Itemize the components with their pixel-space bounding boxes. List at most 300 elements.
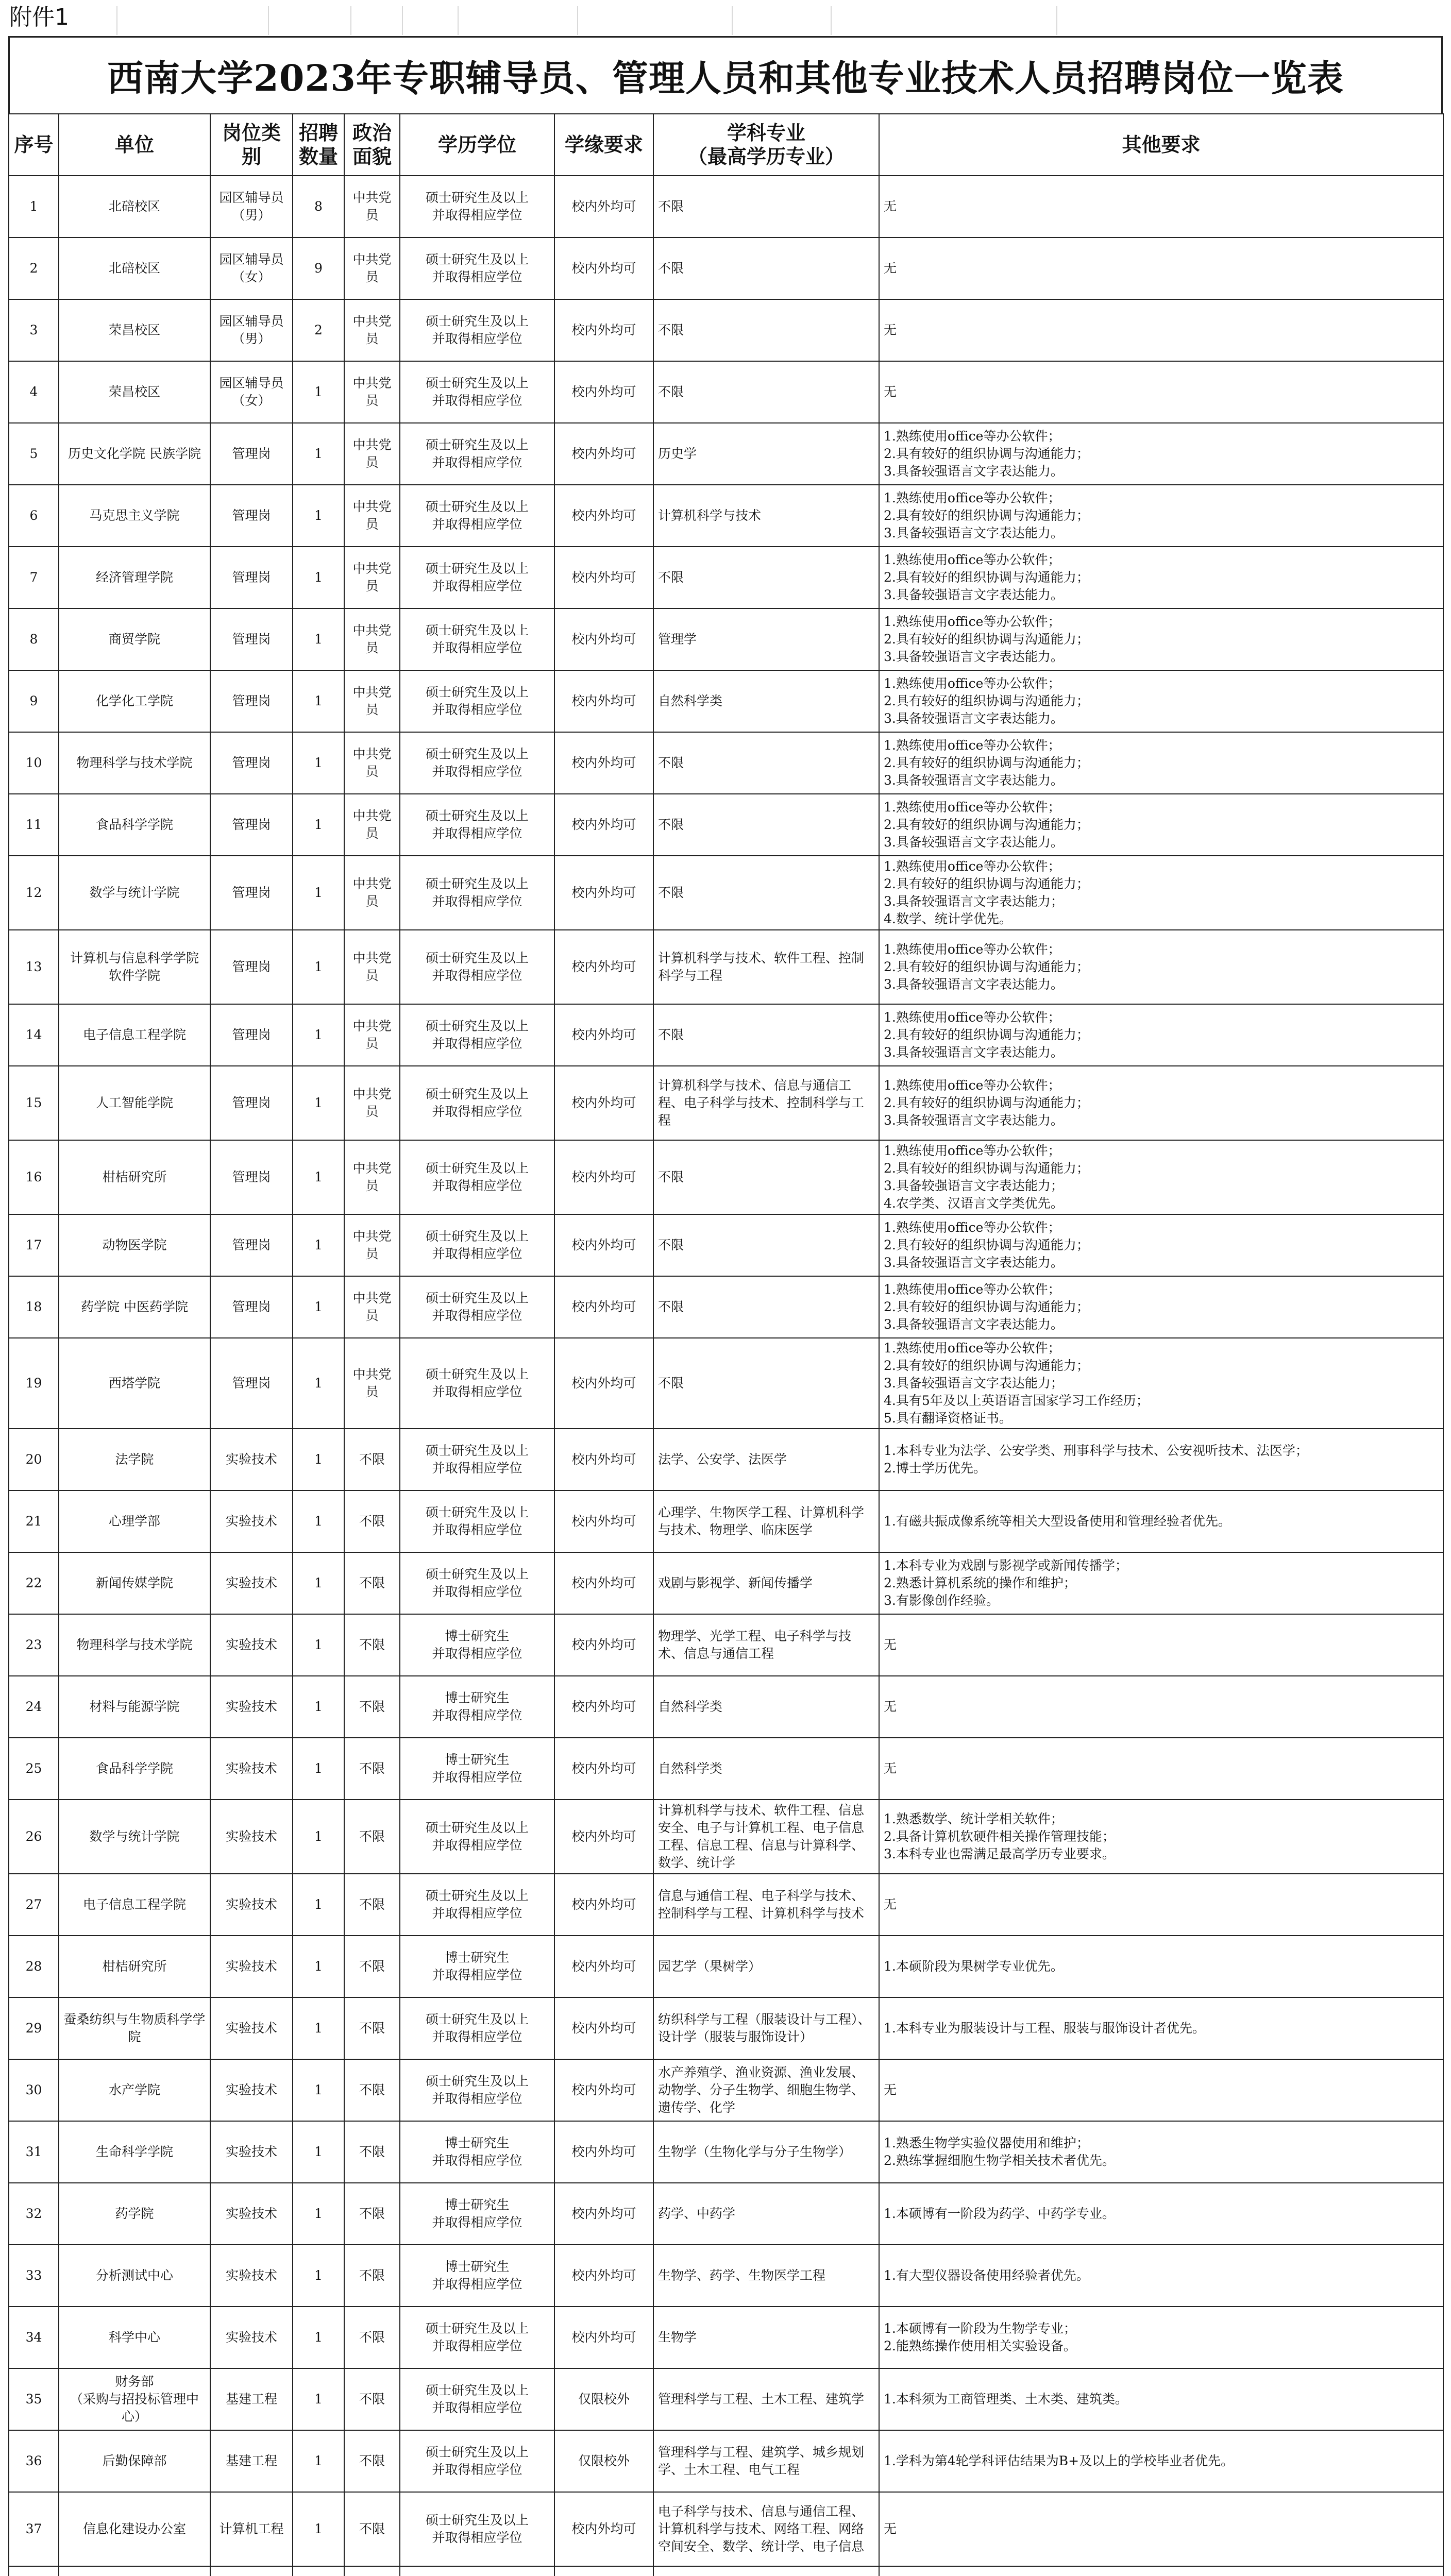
cell-type: 管理岗: [210, 608, 293, 670]
cell-unit: 信息化建设办公室: [59, 2492, 210, 2566]
cell-other: 1.熟练使用office等办公软件； 2.具有较好的组织协调与沟通能力； 3.具备较强语言文字表达能力。: [879, 423, 1443, 485]
cell-politics: 不限: [344, 2183, 400, 2245]
cell-politics: 中共党员: [344, 856, 400, 930]
table-row: [9, 1004, 1443, 1066]
cell-other: 1.有大型仪器设备使用经验者优先。: [879, 2245, 1443, 2307]
cell-unit: 心理学部: [59, 1490, 210, 1552]
table-row: [9, 423, 1443, 485]
cell-major: 不限: [653, 176, 879, 238]
cell-unit: 经济管理学院: [59, 547, 210, 608]
cell-origin: 仅限校外: [554, 2368, 653, 2430]
cell-other: 1.熟悉数学、统计学相关软件； 2.具备计算机软硬件相关操作管理技能； 3.本科专业也需满足最高学历专业要求。: [879, 1800, 1443, 1874]
cell-politics: 中共党员: [344, 423, 400, 485]
cell-unit: 食品科学学院: [59, 1738, 210, 1800]
cell-major: 不限: [653, 732, 879, 794]
cell-degree: 硕士研究生及以上 并取得相应学位: [400, 1429, 554, 1490]
cell-other: 1.学科为第4轮学科评估结果为B+及以上的学校毕业者优先。: [879, 2430, 1443, 2492]
cell-no: [9, 2566, 59, 2576]
cell-major: 生物学（生物化学与分子生物学）: [653, 2121, 879, 2183]
cell-type: 园区辅导员（女）: [210, 238, 293, 299]
cell-major: 历史学: [653, 423, 879, 485]
cell-other: 无: [879, 299, 1443, 361]
cell-degree: 硕士研究生及以上 并取得相应学位: [400, 1874, 554, 1936]
table-row: [9, 2430, 1443, 2492]
cell-origin: 校内外均可: [554, 930, 653, 1004]
cell-degree: [400, 2566, 554, 2576]
table-row: [9, 2059, 1443, 2121]
cell-no: 18: [9, 1276, 59, 1338]
cell-type: 实验技术: [210, 2245, 293, 2307]
cell-unit: 电子信息工程学院: [59, 1004, 210, 1066]
cell-degree: 硕士研究生及以上 并取得相应学位: [400, 1066, 554, 1140]
cell-origin: 校内外均可: [554, 176, 653, 238]
cell-politics: 中共党员: [344, 547, 400, 608]
cell-count: [293, 2566, 344, 2576]
cell-other: 无: [879, 2059, 1443, 2121]
cell-origin: 校内外均可: [554, 1004, 653, 1066]
header-unit: 单位: [59, 114, 210, 176]
table-row: [9, 670, 1443, 732]
cell-no: 17: [9, 1214, 59, 1276]
cell-unit: 动物医学院: [59, 1214, 210, 1276]
cell-no: 32: [9, 2183, 59, 2245]
cell-other: 1.本硕博有一阶段为生物学专业； 2.能熟练操作使用相关实验设备。: [879, 2307, 1443, 2368]
cell-politics: 不限: [344, 2430, 400, 2492]
cell-type: 管理岗: [210, 732, 293, 794]
cell-no: 13: [9, 930, 59, 1004]
cell-degree: 硕士研究生及以上 并取得相应学位: [400, 1140, 554, 1214]
cell-major: 不限: [653, 299, 879, 361]
cell-count: 1: [293, 1429, 344, 1490]
cell-other: 无: [879, 1738, 1443, 1800]
cell-politics: 不限: [344, 1552, 400, 1614]
cell-no: 2: [9, 238, 59, 299]
cell-major: 不限: [653, 1276, 879, 1338]
cell-type: 园区辅导员（女）: [210, 361, 293, 423]
cell-origin: 校内外均可: [554, 1738, 653, 1800]
cell-major: 管理科学与工程、土木工程、建筑学: [653, 2368, 879, 2430]
cell-politics: 中共党员: [344, 299, 400, 361]
cell-unit: 电子信息工程学院: [59, 1874, 210, 1936]
cell-other: 无: [879, 1614, 1443, 1676]
cell-count: 1: [293, 1874, 344, 1936]
cell-politics: 不限: [344, 2245, 400, 2307]
cell-major: 法学、公安学、法医学: [653, 1429, 879, 1490]
cell-type: 实验技术: [210, 1997, 293, 2059]
cell-unit: 柑桔研究所: [59, 1140, 210, 1214]
cell-degree: 硕士研究生及以上 并取得相应学位: [400, 2307, 554, 2368]
cell-origin: 校内外均可: [554, 238, 653, 299]
cell-major: 不限: [653, 856, 879, 930]
cell-type: 实验技术: [210, 1429, 293, 1490]
table-row: [9, 1874, 1443, 1936]
cell-politics: 中共党员: [344, 732, 400, 794]
cell-other: 1.熟练使用office等办公软件； 2.具有较好的组织协调与沟通能力； 3.具备较强语言文字表达能力。: [879, 485, 1443, 547]
cell-no: 5: [9, 423, 59, 485]
cell-politics: 中共党员: [344, 794, 400, 856]
cell-degree: 硕士研究生及以上 并取得相应学位: [400, 361, 554, 423]
cell-unit: 物理科学与技术学院: [59, 732, 210, 794]
cell-origin: 校内外均可: [554, 547, 653, 608]
cell-other: 1.有磁共振成像系统等相关大型设备使用和管理经验者优先。: [879, 1490, 1443, 1552]
cell-major: 不限: [653, 547, 879, 608]
cell-major: 信息与通信工程、电子科学与技术、控制科学与工程、计算机科学与技术: [653, 1874, 879, 1936]
table-row: [9, 361, 1443, 423]
cell-count: 1: [293, 1997, 344, 2059]
cell-no: 7: [9, 547, 59, 608]
cell-count: 1: [293, 1936, 344, 1997]
cell-origin: 校内外均可: [554, 1429, 653, 1490]
cell-origin: 校内外均可: [554, 1338, 653, 1429]
cell-origin: 校内外均可: [554, 2183, 653, 2245]
cell-type: 计算机工程: [210, 2492, 293, 2566]
cell-degree: 硕士研究生及以上 并取得相应学位: [400, 1214, 554, 1276]
cell-unit: 新闻传媒学院: [59, 1552, 210, 1614]
table-row: [9, 732, 1443, 794]
cell-origin: 校内外均可: [554, 361, 653, 423]
cell-major: 不限: [653, 1338, 879, 1429]
cell-no: 11: [9, 794, 59, 856]
cell-politics: 中共党员: [344, 1214, 400, 1276]
cell-major: 不限: [653, 1004, 879, 1066]
table-row: [9, 1214, 1443, 1276]
cell-other: 1.本科须为工商管理类、土木类、建筑类。: [879, 2368, 1443, 2430]
cell-no: 1: [9, 176, 59, 238]
cell-no: 19: [9, 1338, 59, 1429]
cell-type: [210, 2566, 293, 2576]
cell-origin: 校内外均可: [554, 1214, 653, 1276]
table-row: [9, 1552, 1443, 1614]
cell-origin: 校内外均可: [554, 2059, 653, 2121]
cell-origin: 校内外均可: [554, 1276, 653, 1338]
table-row: [9, 485, 1443, 547]
cell-politics: 不限: [344, 2059, 400, 2121]
cell-origin: 校内外均可: [554, 299, 653, 361]
cell-degree: 硕士研究生及以上 并取得相应学位: [400, 1276, 554, 1338]
cell-degree: 博士研究生 并取得相应学位: [400, 1614, 554, 1676]
table-row: [9, 2307, 1443, 2368]
cell-count: 1: [293, 608, 344, 670]
table-row: [9, 2183, 1443, 2245]
cell-count: 1: [293, 2430, 344, 2492]
cell-degree: 博士研究生 并取得相应学位: [400, 2245, 554, 2307]
cell-major: 园艺学（果树学）: [653, 1936, 879, 1997]
cell-major: 不限: [653, 238, 879, 299]
cell-other: 1.本科专业为服装设计与工程、服装与服饰设计者优先。: [879, 1997, 1443, 2059]
cell-politics: 中共党员: [344, 608, 400, 670]
cell-degree: 硕士研究生及以上 并取得相应学位: [400, 930, 554, 1004]
cell-other: 1.熟练使用office等办公软件； 2.具有较好的组织协调与沟通能力； 3.具备较强语言文字表达能力； 4.农学类、汉语言文学类优先。: [879, 1140, 1443, 1214]
cell-other: 1.熟练使用office等办公软件； 2.具有较好的组织协调与沟通能力； 3.具备较强语言文字表达能力。: [879, 794, 1443, 856]
cell-type: 园区辅导员（男）: [210, 299, 293, 361]
cell-major: 不限: [653, 1214, 879, 1276]
cell-type: 实验技术: [210, 1676, 293, 1738]
cell-unit: 水产学院: [59, 2059, 210, 2121]
cell-unit: 分析测试中心: [59, 2245, 210, 2307]
cell-politics: 中共党员: [344, 930, 400, 1004]
cell-politics: [344, 2566, 400, 2576]
header-no: 序号: [9, 114, 59, 176]
cell-count: 1: [293, 670, 344, 732]
cell-count: 1: [293, 547, 344, 608]
cell-politics: 中共党员: [344, 485, 400, 547]
header-origin: 学缘要求: [554, 114, 653, 176]
cell-degree: 硕士研究生及以上 并取得相应学位: [400, 1338, 554, 1429]
cell-degree: 硕士研究生及以上 并取得相应学位: [400, 856, 554, 930]
cell-unit: 历史文化学院 民族学院: [59, 423, 210, 485]
cell-count: 1: [293, 732, 344, 794]
cell-degree: 硕士研究生及以上 并取得相应学位: [400, 2368, 554, 2430]
header-politics: 政治 面貌: [344, 114, 400, 176]
cell-origin: 校内外均可: [554, 1800, 653, 1874]
cell-other: 无: [879, 2492, 1443, 2566]
table-row: [9, 1338, 1443, 1429]
top-gridlines: [0, 6, 1451, 35]
cell-no: 29: [9, 1997, 59, 2059]
cell-type: 管理岗: [210, 1004, 293, 1066]
cell-major: 管理科学与工程、建筑学、城乡规划学、土木工程、电气工程: [653, 2430, 879, 2492]
cell-degree: 博士研究生 并取得相应学位: [400, 2183, 554, 2245]
cell-type: 实验技术: [210, 2183, 293, 2245]
cell-origin: 校内外均可: [554, 670, 653, 732]
cell-major: 计算机科学与技术、软件工程、控制科学与工程: [653, 930, 879, 1004]
cell-politics: 中共党员: [344, 176, 400, 238]
cell-type: 实验技术: [210, 1614, 293, 1676]
cell-degree: 硕士研究生及以上 并取得相应学位: [400, 1552, 554, 1614]
cell-count: 2: [293, 299, 344, 361]
cell-degree: 硕士研究生及以上 并取得相应学位: [400, 732, 554, 794]
cell-no: 35: [9, 2368, 59, 2430]
cell-unit: 科学中心: [59, 2307, 210, 2368]
table-row: [9, 1997, 1443, 2059]
cell-degree: 硕士研究生及以上 并取得相应学位: [400, 1800, 554, 1874]
table-row: [9, 176, 1443, 238]
cell-type: 实验技术: [210, 1874, 293, 1936]
cell-count: 1: [293, 361, 344, 423]
cell-other: 1.本硕阶段为果树学专业优先。: [879, 1936, 1443, 1997]
header-type: 岗位类别: [210, 114, 293, 176]
table-row: [9, 1614, 1443, 1676]
table-row: [9, 2492, 1443, 2566]
cell-no: 37: [9, 2492, 59, 2566]
cell-politics: 中共党员: [344, 670, 400, 732]
cell-type: 园区辅导员（男）: [210, 176, 293, 238]
cell-other: 1.熟练使用office等办公软件； 2.具有较好的组织协调与沟通能力； 3.具备较强语言文字表达能力； 4.具有5年及以上英语语言国家学习工作经历； 5.具有翻译资格证书。: [879, 1338, 1443, 1429]
cell-no: 33: [9, 2245, 59, 2307]
table-row: [9, 2121, 1443, 2183]
cell-origin: 校内外均可: [554, 2307, 653, 2368]
cell-degree: 硕士研究生及以上 并取得相应学位: [400, 1004, 554, 1066]
cell-major: 计算机科学与技术、信息与通信工程、电子科学与技术、控制科学与工程: [653, 1066, 879, 1140]
header-major: 学科专业 （最高学历专业）: [653, 114, 879, 176]
cell-politics: 不限: [344, 1676, 400, 1738]
cell-origin: 校内外均可: [554, 1997, 653, 2059]
cell-origin: 仅限校外: [554, 2430, 653, 2492]
cell-type: 管理岗: [210, 1214, 293, 1276]
header-degree: 学历学位: [400, 114, 554, 176]
header-other: 其他要求: [879, 114, 1443, 176]
cell-politics: 中共党员: [344, 1140, 400, 1214]
cell-degree: 硕士研究生及以上 并取得相应学位: [400, 547, 554, 608]
page-title: 西南大学2023年专职辅导员、管理人员和其他专业技术人员招聘岗位一览表: [8, 36, 1443, 113]
cell-other: 1.熟练使用office等办公软件； 2.具有较好的组织协调与沟通能力； 3.具备较强语言文字表达能力。: [879, 1214, 1443, 1276]
cell-count: 1: [293, 2059, 344, 2121]
table-row: [9, 1066, 1443, 1140]
cell-count: 8: [293, 176, 344, 238]
cell-politics: 不限: [344, 1614, 400, 1676]
cell-count: 1: [293, 2368, 344, 2430]
cell-politics: 不限: [344, 2121, 400, 2183]
cell-degree: 博士研究生 并取得相应学位: [400, 2121, 554, 2183]
cell-politics: 不限: [344, 1997, 400, 2059]
cell-unit: 药学院: [59, 2183, 210, 2245]
cell-other: 1.熟练使用office等办公软件； 2.具有较好的组织协调与沟通能力； 3.具备较强语言文字表达能力。: [879, 547, 1443, 608]
cell-politics: 不限: [344, 2492, 400, 2566]
cell-major: 心理学、生物医学工程、计算机科学与技术、物理学、临床医学: [653, 1490, 879, 1552]
cell-type: 管理岗: [210, 1276, 293, 1338]
cell-count: 1: [293, 2492, 344, 2566]
cell-politics: 中共党员: [344, 361, 400, 423]
cell-type: 实验技术: [210, 1936, 293, 1997]
cell-degree: 硕士研究生及以上 并取得相应学位: [400, 2492, 554, 2566]
cell-type: 基建工程: [210, 2368, 293, 2430]
cell-major: 不限: [653, 1140, 879, 1214]
cell-other: 1.本科专业为戏剧与影视学或新闻传播学； 2.熟悉计算机系统的操作和维护； 3.有影像创作经验。: [879, 1552, 1443, 1614]
cell-no: 3: [9, 299, 59, 361]
cell-degree: 硕士研究生及以上 并取得相应学位: [400, 299, 554, 361]
cell-unit: 化学化工学院: [59, 670, 210, 732]
table-row: [9, 238, 1443, 299]
cell-unit: 法学院: [59, 1429, 210, 1490]
cell-origin: 校内外均可: [554, 1676, 653, 1738]
cell-politics: 中共党员: [344, 1338, 400, 1429]
header-row: [9, 114, 1443, 176]
cell-unit: 药学院 中医药学院: [59, 1276, 210, 1338]
recruitment-table: [8, 113, 1444, 2576]
cell-unit: 人工智能学院: [59, 1066, 210, 1140]
cell-degree: 博士研究生 并取得相应学位: [400, 1936, 554, 1997]
cell-count: 1: [293, 2245, 344, 2307]
cell-unit: 北碚校区: [59, 238, 210, 299]
cell-other: 1.熟练使用office等办公软件； 2.具有较好的组织协调与沟通能力； 3.具备较强语言文字表达能力。: [879, 670, 1443, 732]
cell-origin: 校内外均可: [554, 856, 653, 930]
cell-major: 不限: [653, 794, 879, 856]
cell-no: 28: [9, 1936, 59, 1997]
table-row: [9, 547, 1443, 608]
cell-politics: 不限: [344, 1490, 400, 1552]
cell-type: 管理岗: [210, 423, 293, 485]
cell-count: 1: [293, 794, 344, 856]
cell-count: 1: [293, 1276, 344, 1338]
cell-count: 1: [293, 1614, 344, 1676]
cell-type: 实验技术: [210, 2307, 293, 2368]
cell-unit: 马克思主义学院: [59, 485, 210, 547]
cell-count: 1: [293, 1066, 344, 1140]
cell-unit: 生命科学学院: [59, 2121, 210, 2183]
cell-degree: 博士研究生 并取得相应学位: [400, 1738, 554, 1800]
cell-origin: 校内外均可: [554, 2121, 653, 2183]
cell-type: 实验技术: [210, 1800, 293, 1874]
cell-politics: 不限: [344, 2307, 400, 2368]
cell-no: 23: [9, 1614, 59, 1676]
cell-unit: 计算机与信息科学学院 软件学院: [59, 930, 210, 1004]
table-row: [9, 608, 1443, 670]
table-row: [9, 2245, 1443, 2307]
cell-degree: 硕士研究生及以上 并取得相应学位: [400, 176, 554, 238]
cell-major: 电子科学与技术、信息与通信工程、计算机科学与技术、网络工程、网络空间安全、数学、统计学、电子信息: [653, 2492, 879, 2566]
table-row: [9, 856, 1443, 930]
table-row: [9, 299, 1443, 361]
cell-politics: 不限: [344, 1800, 400, 1874]
cell-type: 管理岗: [210, 794, 293, 856]
cell-no: 12: [9, 856, 59, 930]
cell-no: 25: [9, 1738, 59, 1800]
cell-politics: 不限: [344, 2368, 400, 2430]
cell-count: 1: [293, 930, 344, 1004]
cell-no: 24: [9, 1676, 59, 1738]
cell-type: 实验技术: [210, 1552, 293, 1614]
cell-degree: 硕士研究生及以上 并取得相应学位: [400, 238, 554, 299]
cell-politics: 不限: [344, 1874, 400, 1936]
table-row: [9, 1276, 1443, 1338]
cell-count: 1: [293, 423, 344, 485]
cell-unit: 后勤保障部: [59, 2430, 210, 2492]
cell-politics: 中共党员: [344, 1276, 400, 1338]
table-body: [9, 176, 1443, 2576]
cell-degree: 硕士研究生及以上 并取得相应学位: [400, 794, 554, 856]
cell-count: 1: [293, 2121, 344, 2183]
cell-type: 管理岗: [210, 670, 293, 732]
cell-origin: 校内外均可: [554, 2492, 653, 2566]
cell-unit: 荣昌校区: [59, 299, 210, 361]
cell-major: 纺织科学与工程（服装设计与工程）、设计学（服装与服饰设计）: [653, 1997, 879, 2059]
cell-other: 1.熟练使用office等办公软件； 2.具有较好的组织协调与沟通能力； 3.具备较强语言文字表达能力。: [879, 930, 1443, 1004]
cell-type: 实验技术: [210, 2121, 293, 2183]
cell-unit: 数学与统计学院: [59, 1800, 210, 1874]
cell-no: 26: [9, 1800, 59, 1874]
cell-other: 1.熟练使用office等办公软件； 2.具有较好的组织协调与沟通能力； 3.具备较强语言文字表达能力。: [879, 1276, 1443, 1338]
cell-origin: 校内外均可: [554, 1490, 653, 1552]
cell-degree: 硕士研究生及以上 并取得相应学位: [400, 485, 554, 547]
cell-unit: 荣昌校区: [59, 361, 210, 423]
cell-type: 管理岗: [210, 485, 293, 547]
cell-unit: 食品科学学院: [59, 794, 210, 856]
cell-other: 无: [879, 176, 1443, 238]
cell-no: 16: [9, 1140, 59, 1214]
cell-other: 1.熟练使用office等办公软件； 2.具有较好的组织协调与沟通能力； 3.具备较强语言文字表达能力； 4.数学、统计学优先。: [879, 856, 1443, 930]
table-row: [9, 794, 1443, 856]
cell-count: 1: [293, 1676, 344, 1738]
table-row: [9, 1738, 1443, 1800]
cell-major: 自然科学类: [653, 670, 879, 732]
cell-other: 1.熟练使用office等办公软件； 2.具有较好的组织协调与沟通能力； 3.具备较强语言文字表达能力。: [879, 732, 1443, 794]
cell-origin: 校内外均可: [554, 608, 653, 670]
cell-no: 21: [9, 1490, 59, 1552]
cell-unit: 商贸学院: [59, 608, 210, 670]
cell-count: 1: [293, 856, 344, 930]
cell-type: 实验技术: [210, 1738, 293, 1800]
table-row: [9, 1676, 1443, 1738]
cell-count: 1: [293, 485, 344, 547]
cell-unit: 西塔学院: [59, 1338, 210, 1429]
cell-count: 9: [293, 238, 344, 299]
cell-type: 管理岗: [210, 856, 293, 930]
cell-major: 计算机科学与技术、软件工程、信息安全、电子与计算机工程、电子信息工程、信息工程、信息与计算科学、数学、统计学: [653, 1800, 879, 1874]
cell-unit: 物理科学与技术学院: [59, 1614, 210, 1676]
cell-origin: 校内外均可: [554, 1140, 653, 1214]
cell-type: 实验技术: [210, 2059, 293, 2121]
cell-no: 8: [9, 608, 59, 670]
